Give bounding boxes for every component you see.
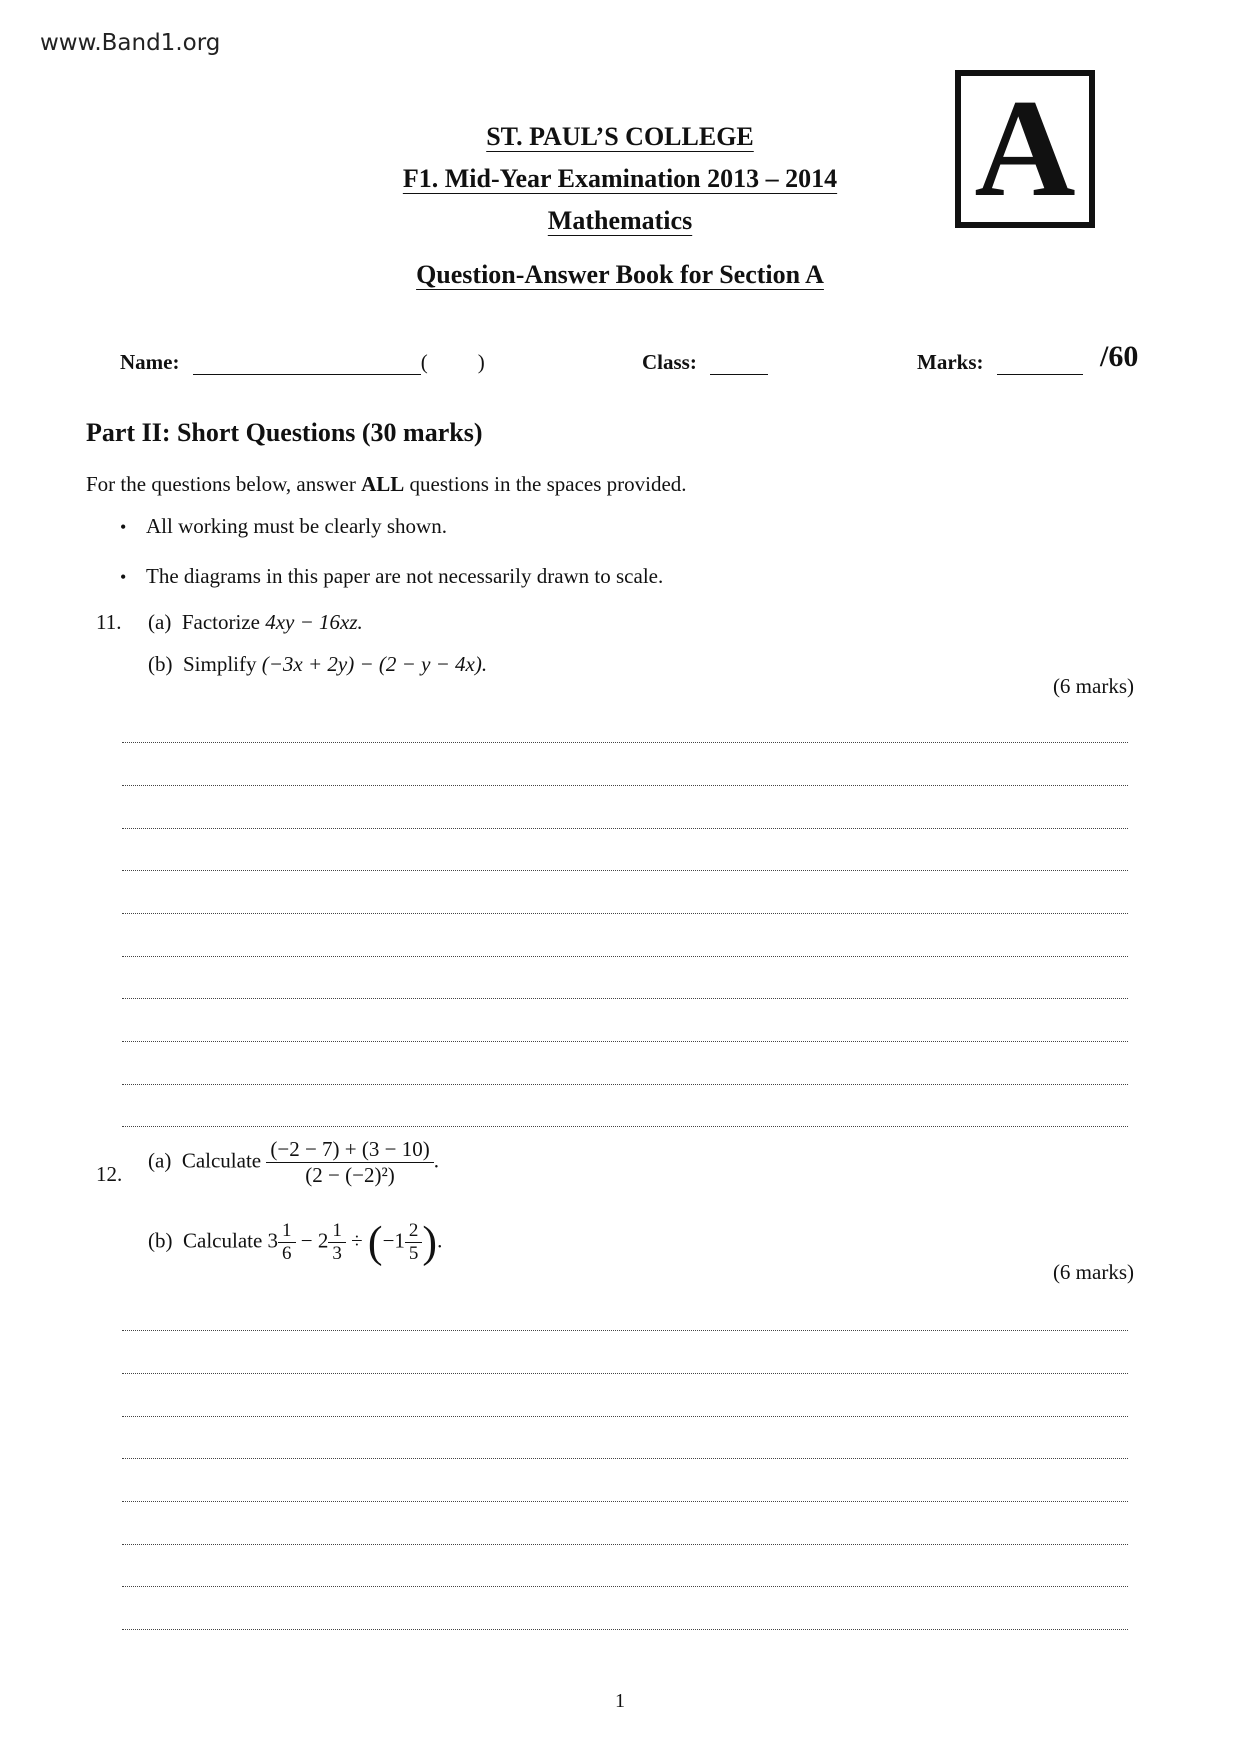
marks-blank[interactable] [997,374,1083,375]
answer-line[interactable] [122,956,1128,957]
answer-line[interactable] [122,1084,1128,1085]
q12-part-b: (b) Calculate 3 $\frac{1}{6}$ − 2 $\frac{1}{3}$ ÷ (−1 $\frac{2}{5}$ ). [148,1217,443,1267]
school-name: ST. PAUL’S COLLEGE [486,122,754,151]
q12-part-a: (a) Calculate $\frac{(-2 - 7) + (3 - 10)}{\text{(2 − (−2)²)}}$ . [148,1137,439,1187]
q11-part-a: (a) Factorize 4xy − 16xz. [148,610,363,634]
answer-line[interactable] [122,1373,1128,1374]
class-label: Class: [642,350,697,374]
answer-line[interactable] [122,1330,1128,1331]
part-title: Part II: Short Questions (30 marks) [86,418,483,447]
class-blank[interactable] [710,374,768,375]
answer-line[interactable] [122,1629,1128,1630]
q11-part-b: (b) Simplify (−3x + 2y) − (2 − y − 4x). [148,652,488,676]
answer-line[interactable] [122,870,1128,871]
answer-line[interactable] [122,1041,1128,1042]
q12a-fraction: $\frac{(-2 - 7) + (3 - 10)}{\text{(2 − (−2)²)}}$ [266,1137,433,1188]
bullet-item: • The diagrams in this paper are not necessarily drawn to scale. [120,564,663,589]
bullet-item: • All working must be clearly shown. [120,514,447,539]
class-field [642,350,768,375]
answer-line[interactable] [122,1458,1128,1459]
answer-line[interactable] [122,1544,1128,1545]
answer-line[interactable] [122,1126,1128,1127]
q11-number: 11. [96,610,122,634]
exam-title: F1. Mid-Year Examination 2013 – 2014 [402,164,838,193]
marks-field [917,350,1083,375]
page-number: 1 [615,1690,625,1712]
watermark: www.Band1.org [40,30,221,56]
answer-line[interactable] [122,742,1128,743]
answer-line[interactable] [122,828,1128,829]
book-title: Question-Answer Book for Section A [416,260,824,289]
answer-line[interactable] [122,1416,1128,1417]
q12-marks: (6 marks) [1052,1260,1134,1284]
q11-marks: (6 marks) [1052,674,1134,698]
instruction: For the questions below, answer ALL questions in the spaces provided. [86,472,687,496]
marks-total: /60 [1100,340,1139,373]
name-label: Name: [120,350,180,374]
name-field: Name: ( ) [120,350,485,374]
answer-line[interactable] [122,1586,1128,1587]
section-letter-box: A [955,70,1095,228]
answer-line[interactable] [122,998,1128,999]
q12-number: 12. [96,1162,123,1186]
answer-line[interactable] [122,1501,1128,1502]
marks-label: Marks: [917,350,984,374]
subject-title: Mathematics [547,206,693,235]
answer-line[interactable] [122,913,1128,914]
name-blank[interactable] [193,374,421,375]
answer-line[interactable] [122,785,1128,786]
